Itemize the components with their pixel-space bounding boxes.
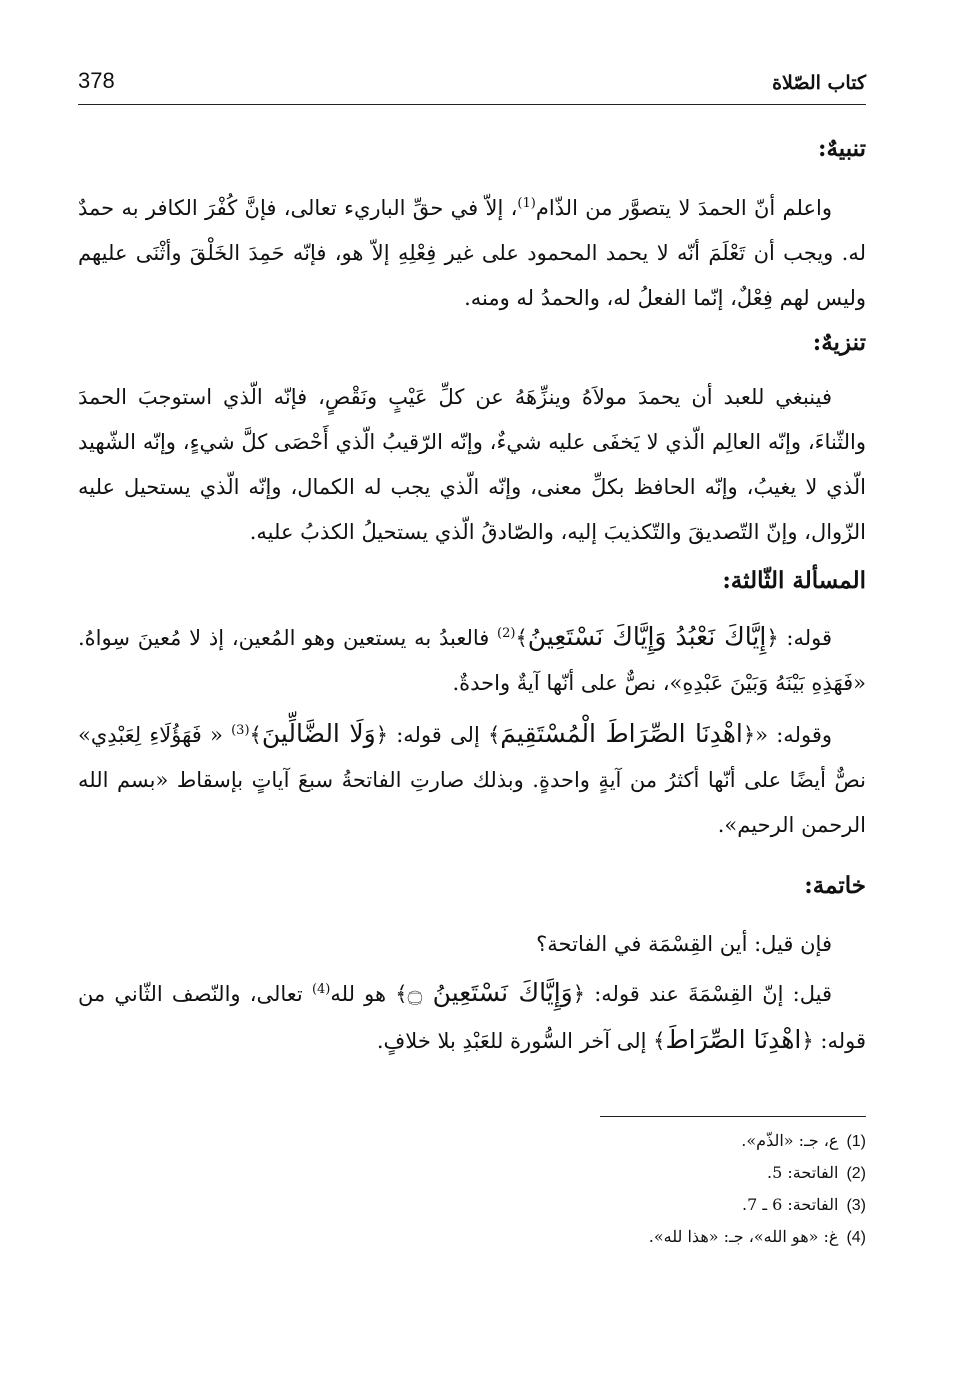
text: قيل: إنّ القِسْمَةَ عند قوله: ﴿: [572, 982, 833, 1006]
text: » نصٌّ أيضًا على أنّها أكثرُ من آيةٍ واحدةٍ. وبذلك صارتِ الفاتحةُ سبعَ آياتٍ بإسقاط «بسم الله الرحمن الرحيم».: [78, 723, 866, 837]
quran-verse: وَلَا الضَّالِّينَ: [261, 719, 376, 748]
quran-verse: اهْدِنَا الصِّرَاطَ: [665, 1025, 802, 1054]
quran-verse: اهْدِنَا الصِّرَاطَ الْمُسْتَقِيمَ: [500, 719, 743, 748]
footnote-text: الفاتحة: 5.: [767, 1163, 839, 1182]
footnote-number: (4): [846, 1229, 866, 1246]
footnote-text: غ: «هو الله»، جـ: «هذا لله».: [648, 1227, 839, 1246]
quran-verse: إِيَّاكَ نَعْبُدُ وَإِيَّاكَ نَسْتَعِينُ: [527, 622, 767, 651]
footnote-item: [78, 1221, 866, 1253]
paragraph-answer: [78, 967, 866, 1064]
running-title: كتاب الصّلاة: [772, 72, 866, 94]
text: ﴾ إلى قوله: ﴿: [375, 723, 501, 747]
text: ، إلاّ في حقِّ الباريء تعالى، فإنَّ كُفْرَ الكافر به حمدٌ له. ويجب أن تَعْلَمَ أنّه لا يحمد المحمود على غير فِعْلِهِ إلاّ هو، فإنّه حَمِدَ الخَلْقَ وأثْنَى عليهم وليس لهم فِعْلٌ، إنّما الفعلُ له، والحمدُ له ومنه.: [78, 196, 866, 310]
footnote-item: [78, 1125, 866, 1157]
page-header: [78, 60, 866, 105]
page: [78, 60, 866, 1253]
footnotes: [78, 1125, 866, 1253]
hadith-quote: فَهَذِهِ بَيْنَهُ وَبَيْنَ عَبْدِهِ: [682, 671, 854, 695]
footnote-ref-3[interactable]: (3): [231, 723, 250, 738]
quran-verse: وَإِيَّاكَ نَسْتَعِينُ ۝: [407, 978, 573, 1007]
footnote-ref-1[interactable]: (1): [517, 196, 536, 211]
text: «: [201, 723, 232, 747]
page-number: 378: [78, 68, 115, 93]
footnote-ref-4[interactable]: (4): [311, 982, 331, 997]
text: ﴾ هو لله: [330, 982, 408, 1006]
paragraph-quote-1: [78, 611, 866, 706]
footnote-number: (3): [846, 1197, 866, 1214]
text: ﴾: [515, 626, 528, 650]
footnote-ref-2[interactable]: (2): [497, 626, 516, 641]
footnote-number: (2): [846, 1165, 866, 1182]
text: فالعبدُ به يستعين وهو المُعين، إذ لا مُعينَ سِواهُ. «: [78, 626, 866, 695]
heading-third-question: المسألة الثّالثة:: [722, 567, 866, 594]
text: »، نصٌّ على أنّها آيةٌ واحدةٌ.: [452, 671, 683, 695]
paragraph-question: فإن قيل: أين القِسْمَة في الفاتحة؟: [536, 932, 832, 956]
footnote-text: الفاتحة: 6 ـ 7.: [741, 1195, 839, 1214]
text: واعلم أنّ الحمدَ لا يتصوَّر من الذّام: [535, 196, 832, 220]
heading-tanbih: تنبيهٌ:: [817, 135, 866, 162]
footnote-item: [78, 1189, 866, 1221]
paragraph-quote-2: [78, 708, 866, 848]
footnote-item: [78, 1157, 866, 1189]
text: تعالى، والنّصف الثّاني من قوله: ﴿: [78, 982, 866, 1053]
text: وقوله: «﴿: [742, 723, 832, 747]
text: ﴾: [249, 723, 262, 747]
text: قوله: ﴿: [766, 626, 832, 650]
heading-khatima: خاتمة:: [804, 872, 866, 899]
hadith-quote: فَهَؤُلَاءِ لِعَبْدِي: [90, 723, 202, 747]
footnote-number: (1): [846, 1133, 866, 1150]
heading-tanzih: تنزيهٌ:: [812, 329, 866, 356]
paragraph-tanbih: [78, 181, 866, 321]
paragraph-tanzih: فينبغي للعبد أن يحمدَ مولاَهُ وينزِّهَهُ عن كلِّ عَيْبٍ ونَقْصٍ، فإنّه الّذي استوجبَ الحمدَ والثّناءَ، وإنّه العالِم الّذي لا يَخفَى عليه شيءٌ، وإنّه الرّقيبُ الّذي أَحْصَى كلَّ شيءٍ، وإنّه الشّهيد الّذي لا يغيبُ، وإنّه الحافظ بكلِّ معنى، وإنّه الّذي يجب له الكمال، وإنّه الّذي يستحيل عليه الزّوال، وإنّ التّصديقَ والتّكذيبَ إليه، والصّادقُ الّذي يستحيلُ الكذبُ عليه.: [78, 385, 866, 544]
text: ﴾ إلى آخر السُّورة للعَبْدِ بلا خلافٍ.: [376, 1029, 666, 1053]
footnote-divider: [600, 1116, 866, 1117]
footnote-text: ع، جـ: «الذّم».: [741, 1131, 839, 1150]
